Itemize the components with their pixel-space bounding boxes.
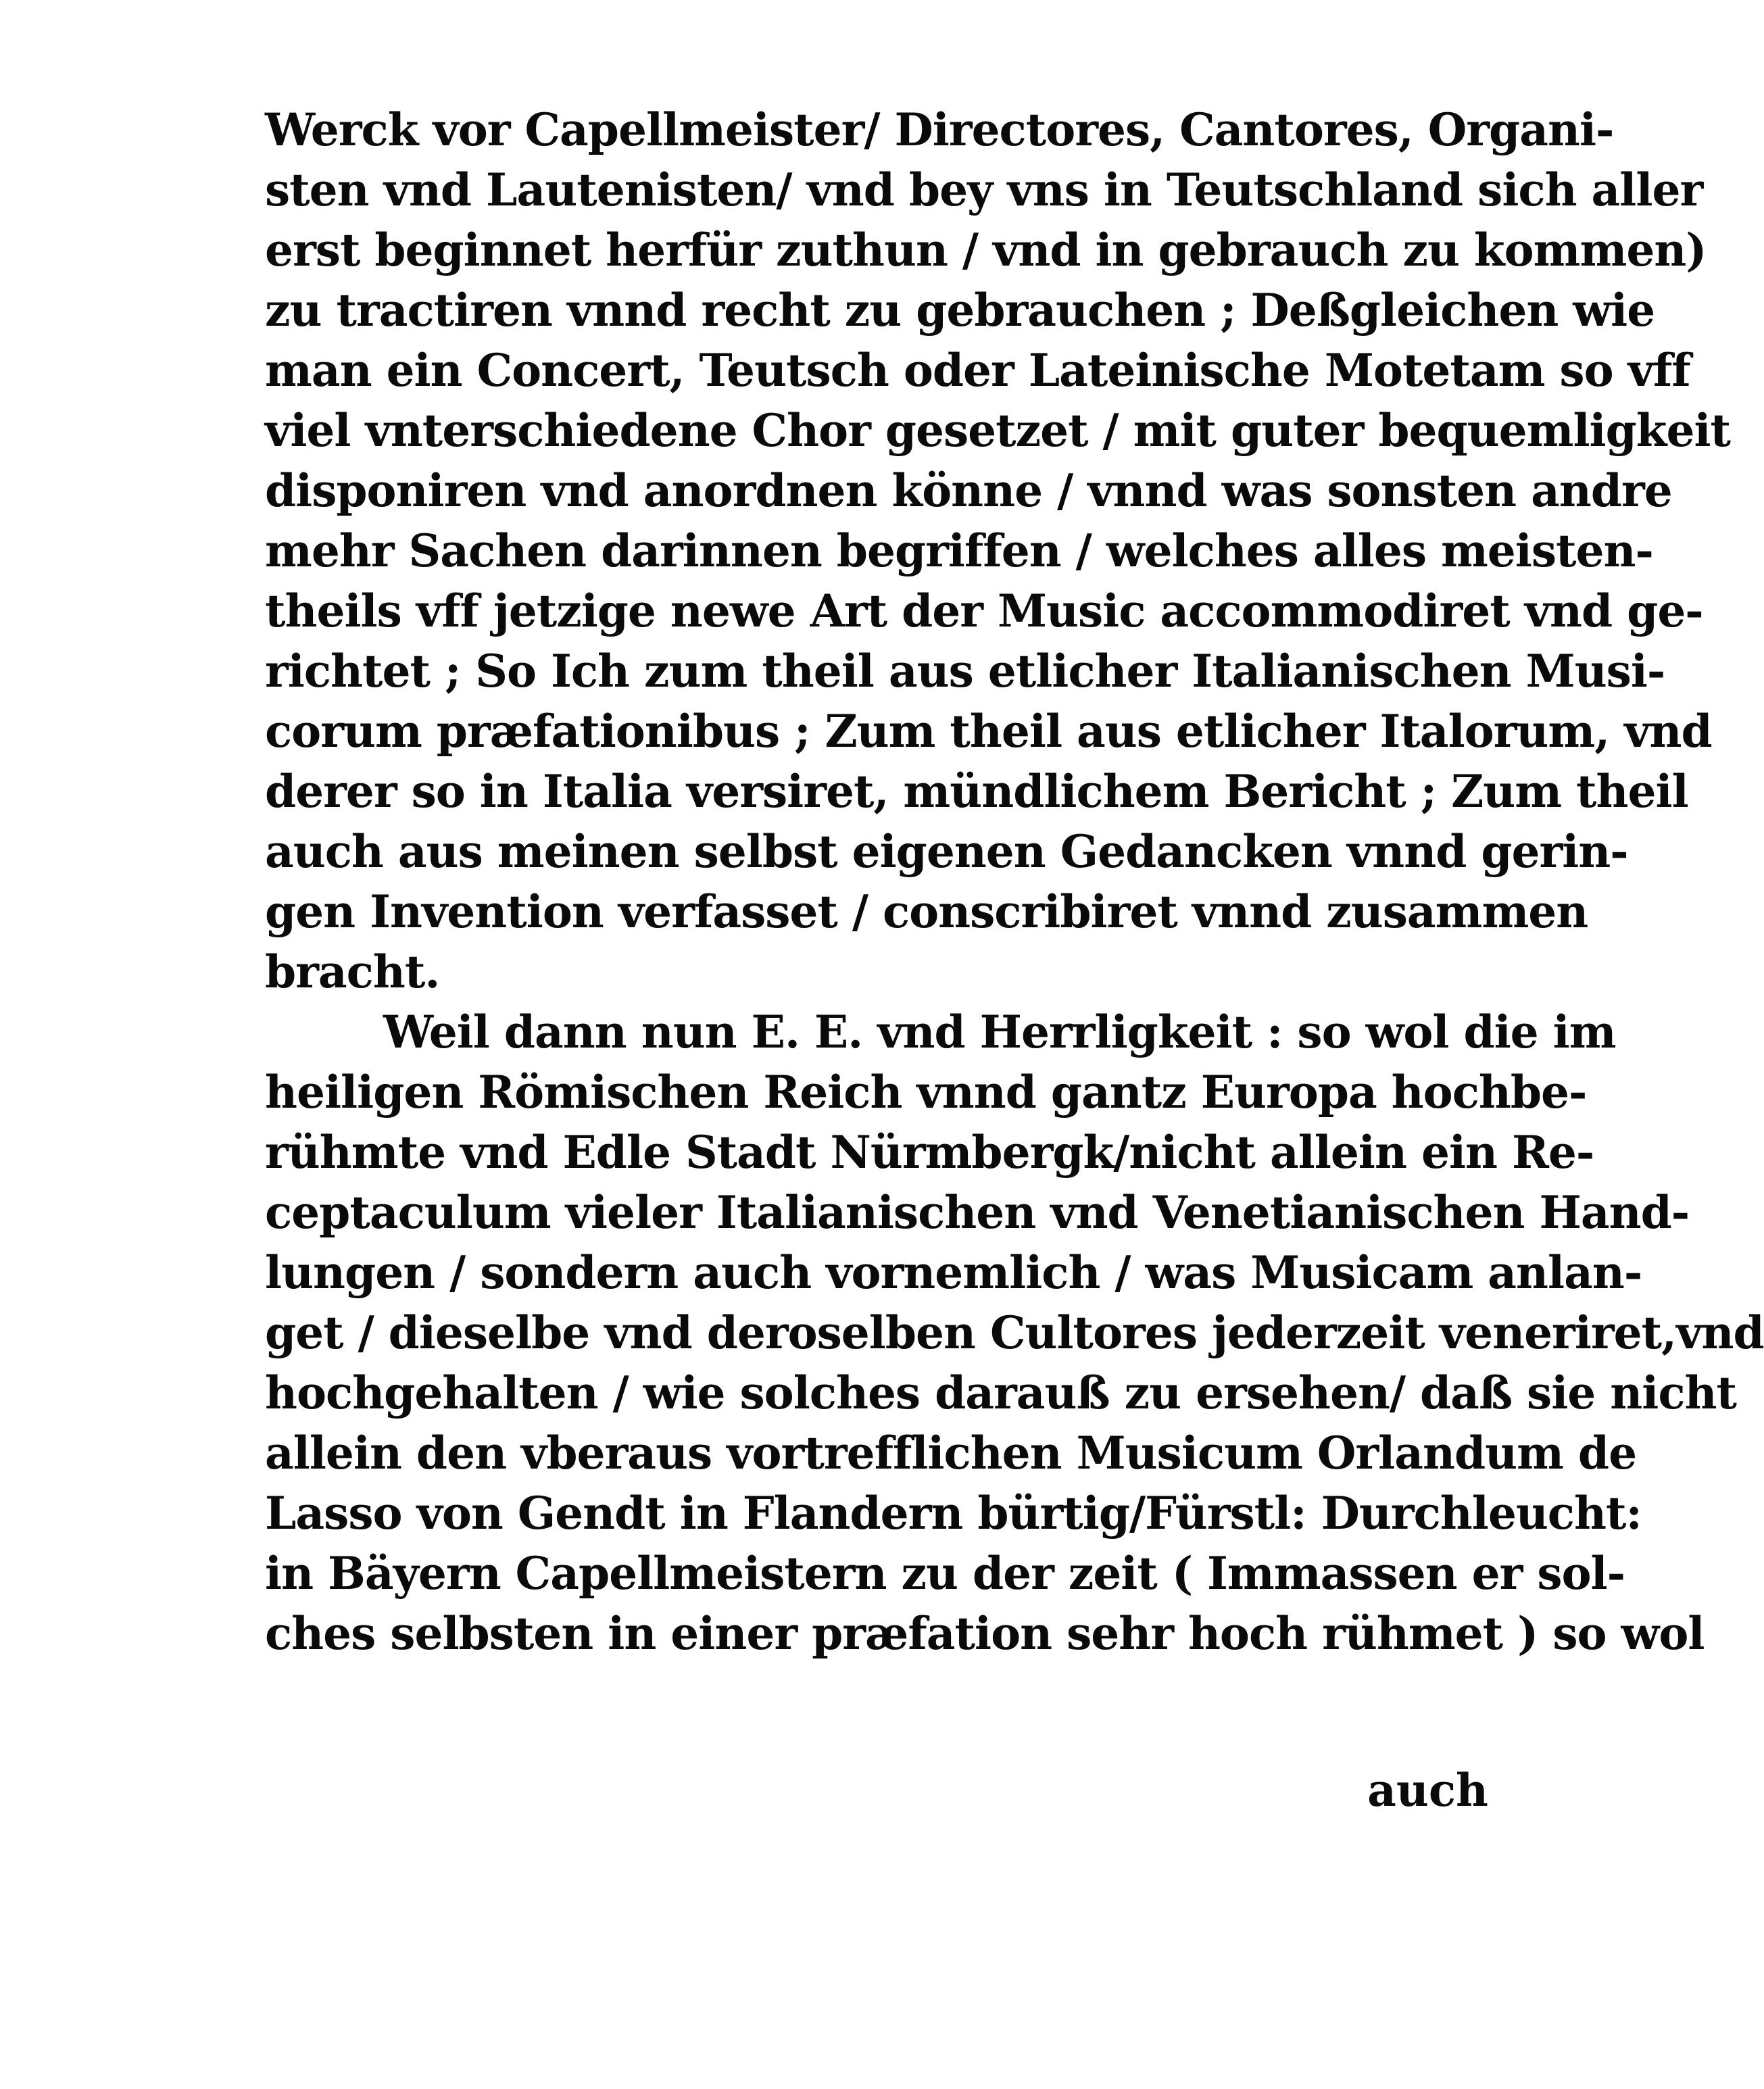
text-line: ceptaculum vieler Italianischen vnd Venetianischen Hand-: [265, 1186, 1690, 1239]
text-line: corum præfationibus ; Zum theil aus etlicher Italorum, vnd: [265, 705, 1712, 758]
text-line: hochgehalten / wie solches darauß zu ersehen/ daß sie nicht: [265, 1367, 1736, 1419]
text-line: heiligen Römischen Reich vnnd gantz Europa hochbe-: [265, 1066, 1587, 1119]
text-line: in Bäyern Capellmeistern zu der zeit ( Immassen er sol-: [265, 1547, 1625, 1600]
body-text: [265, 100, 1764, 1664]
text-line-paragraph-start: Weil dann nun E. E. vnd Herrligkeit : so wol die im: [383, 1006, 1616, 1058]
text-line: theils vff jetzige newe Art der Music accommodiret vnd ge-: [265, 585, 1703, 637]
text-line: zu tractiren vnnd recht zu gebrauchen ; Deßgleichen wie: [265, 284, 1655, 337]
text-line: gen Invention verfasset / conscribiret vnnd zusammen: [265, 885, 1588, 938]
text-line: auch aus meinen selbst eigenen Gedancken vnnd gerin-: [265, 825, 1628, 878]
text-line: ches selbsten in einer præfation sehr hoch rühmet ) so wol: [265, 1607, 1705, 1660]
catchword: auch: [1367, 1764, 1488, 1817]
text-line: mehr Sachen darinnen begriffen / welches alles meisten-: [265, 524, 1653, 577]
text-line: derer so in Italia versiret, mündlichem Bericht ; Zum theil: [265, 765, 1688, 818]
text-line: viel vnterschiedene Chor gesetzet / mit guter bequemligkeit: [265, 404, 1731, 457]
text-line: get / dieselbe vnd deroselben Cultores jederzeit veneriret,vnd: [265, 1306, 1764, 1359]
text-line: allein den vberaus vortrefflichen Musicum Orlandum de: [265, 1427, 1637, 1479]
text-line: sten vnd Lautenisten/ vnd bey vns in Teutschland sich aller: [265, 164, 1703, 216]
text-line: rühmte vnd Edle Stadt Nürmbergk/nicht allein ein Re-: [265, 1126, 1594, 1179]
text-line: man ein Concert, Teutsch oder Lateinische Motetam so vff: [265, 344, 1690, 397]
text-line: Werck vor Capellmeister/ Directores, Cantores, Organi-: [265, 103, 1614, 156]
text-line-paragraph-end: bracht.: [265, 945, 440, 998]
text-line: lungen / sondern auch vornemlich / was Musicam anlan-: [265, 1246, 1642, 1299]
text-line: erst beginnet herfür zuthun / vnd in gebrauch zu kommen): [265, 224, 1707, 276]
text-line: richtet ; So Ich zum theil aus etlicher Italianischen Musi-: [265, 645, 1665, 697]
text-line: Lasso von Gendt in Flandern bürtig/Fürstl: Durchleucht:: [265, 1487, 1642, 1540]
text-line: disponiren vnd anordnen könne / vnnd was sonsten andre: [265, 464, 1672, 517]
